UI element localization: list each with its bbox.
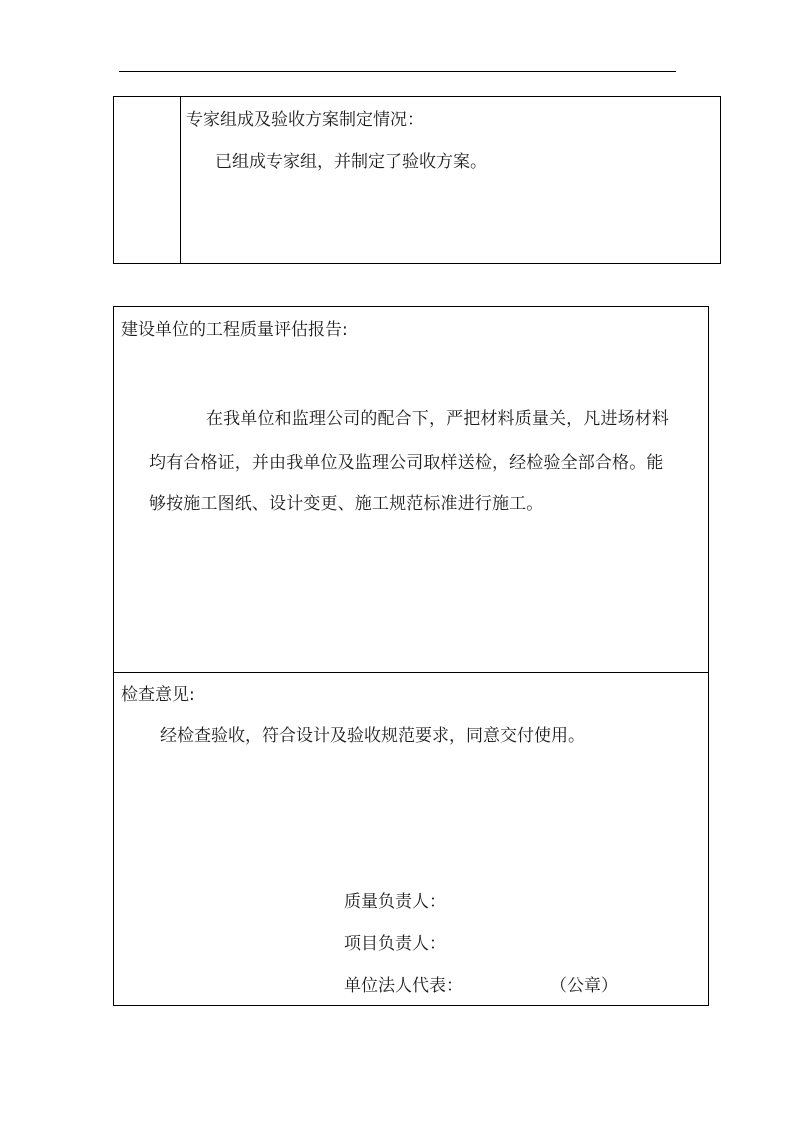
expert-section-body: 已组成专家组，并制定了验收方案。 xyxy=(215,152,487,172)
section-divider xyxy=(114,672,708,673)
quality-report-line-3: 够按施工图纸、设计变更、施工规范标准进行施工。 xyxy=(149,494,544,514)
quality-lead-label: 质量负责人： xyxy=(344,892,446,912)
header-rule xyxy=(119,71,676,72)
official-seal-label: （公章） xyxy=(550,976,618,996)
legal-rep-label: 单位法人代表： xyxy=(344,976,463,996)
quality-report-table xyxy=(113,306,709,1006)
project-lead-label: 项目负责人： xyxy=(344,934,446,954)
expert-section-table xyxy=(113,96,721,264)
quality-report-line-1: 在我单位和监理公司的配合下，严把材料质量关，凡进场材料 xyxy=(206,409,670,429)
inspection-heading: 检查意见: xyxy=(121,685,195,705)
expert-section-label-cell xyxy=(114,97,181,263)
inspection-body: 经检查验收，符合设计及验收规范要求，同意交付使用。 xyxy=(160,726,585,746)
expert-section-heading: 专家组成及验收方案制定情况： xyxy=(186,110,424,130)
quality-report-line-2: 均有合格证，并由我单位及监理公司取样送检，经检验全部合格。能 xyxy=(149,453,664,473)
quality-report-heading: 建设单位的工程质量评估报告: xyxy=(121,320,348,340)
